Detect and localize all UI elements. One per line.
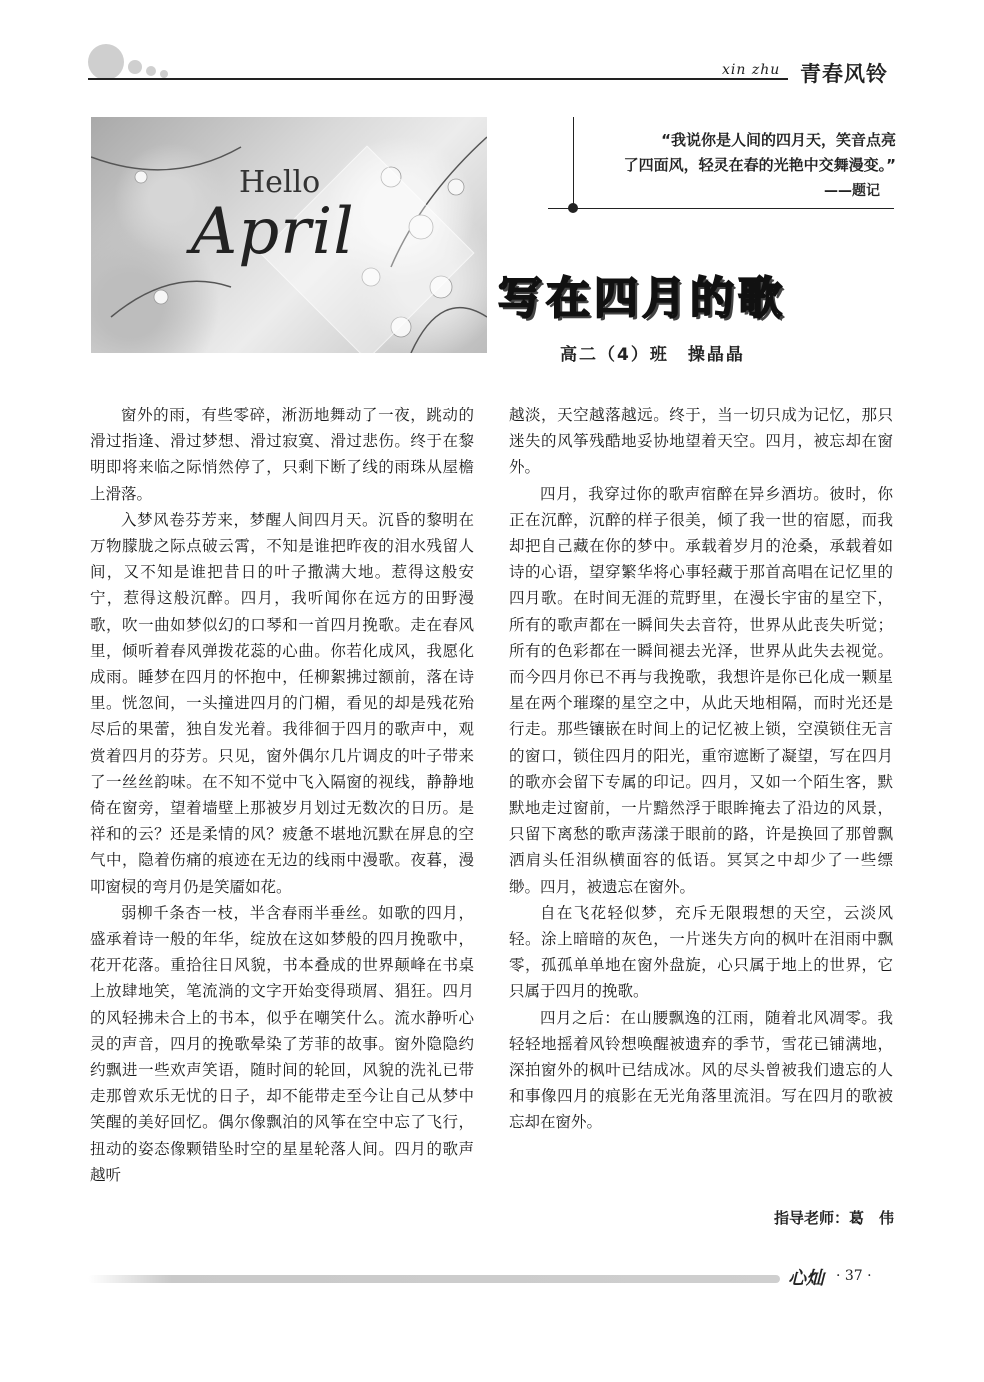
right-column <box>509 402 893 1136</box>
article-author: 高二（4）班 操晶晶 <box>560 345 745 365</box>
article-title: 写在四月的歌 <box>498 273 786 324</box>
header-rule <box>88 78 788 80</box>
epigraph-line-1: “我说你是人间的四月天，笑音点亮 <box>661 131 896 149</box>
hero-image <box>91 117 487 353</box>
paragraph: 四月之后：在山腰飘逸的江雨，随着北风凋零。我轻轻地摇着风铃想唤醒被遗弃的季节，雪花已铺满地，深拍窗外的枫叶已结成冰。风的尽头曾被我们遗忘的人和事像四月的痕影在无光角落里流泪。写在四月的歌被忘却在窗外。 <box>509 1008 893 1132</box>
paragraph: 越淡，天空越落越远。终于，当一切只成为记忆，那只迷失的风筝残酷地妥协地望着天空。四月，被忘却在窗外。 <box>509 406 893 477</box>
paragraph: 窗外的雨，有些零碎，淅沥地舞动了一夜，跳动的滑过指逢、滑过梦想、滑过寂寞、滑过悲伤。终于在黎明即将来临之际悄然停了，只剩下断了线的雨珠从屋檐上滑落。 <box>90 406 474 503</box>
footer-logo: 心灿 <box>788 1268 824 1289</box>
epigraph-line-2: 了四面风，轻灵在春的光艳中交舞漫变。” <box>623 156 896 174</box>
page-number: · 37 · <box>836 1268 872 1284</box>
paragraph: 四月，我穿过你的歌声宿醉在异乡酒坊。彼时，你正在沉醉，沉醉的样子很美，倾了我一世的宿愿，而我却把自己藏在你的梦中。承载着岁月的沧桑，承载着如诗的心语，望穿繁华将心事轻藏于那首高唱在记忆里的四月歌。在时间无涯的荒野里，在漫长宇宙的星空下，所有的歌声都在一瞬间失去音符，世界从此丧失听觉；所有的色彩都在一瞬间褪去光泽，世界从此失去视觉。而今四月你已不再与我挽歌，我想许是你已化成一颗星星在两个璀璨的星空之中，从此天地相隔，而时光还是行走。那些镶嵌在时间上的记忆被上锁，空漠锁住无言的窗口，锁住四月的阳光，重帘遮断了凝望，写在四月的歌亦会留下专属的印记。四月，又如一个陌生客，默默地走过窗前，一片黯然浮于眼眸掩去了沿边的风景，只留下离愁的歌声荡漾于眼前的路，许是换回了那曾飘洒肩头任泪纵横面容的低语。冥冥之中却少了一些缥缈。四月，被遗忘在窗外。 <box>509 484 893 896</box>
epigraph-corner-dot <box>568 203 578 213</box>
paragraph: 入梦风卷芬芳来，梦醒人间四月天。沉昏的黎明在万物朦胧之际点破云霄，不知是谁把昨夜的泪水残留人间，又不知是谁把昔日的叶子撒满大地。惹得这般安宁，惹得这般沉醉。四月，我听闻你在远方的田野漫歌，吹一曲如梦似幻的口琴和一首四月挽歌。走在春风里，倾听着春风弹拨花蕊的心曲。你若化成风，我愿化成雨。睡梦在四月的怀抱中，任柳絮拂过额前，落在诗里。恍忽间，一头撞进四月的门楣，看见的却是残花殆尽后的果蕾，独自发光着。我徘徊于四月的歌声中，观赏着四月的芬芳。只见，窗外偶尔几片调皮的叶子带来了一丝丝韵味。在不知不觉中飞入隔窗的视线，静静地倚在窗旁，望着墙壁上那被岁月划过无数次的日历。是祥和的云？还是柔情的风？疲惫不堪地沉默在屏息的空气中，隐着伤痛的痕迹在无边的线雨中漫歌。夜暮，漫叩窗棂的弯月仍是笑靥如花。 <box>90 510 474 896</box>
epigraph-vertical-rule <box>573 117 574 209</box>
header-pinyin: xin zhu <box>722 62 781 78</box>
paragraph: 自在飞花轻似梦，充斥无限瑕想的天空，云淡风轻。涂上暗暗的灰色，一片迷失方向的枫叶在泪雨中飘零，孤孤单单地在窗外盘旋，心只属于地上的世界，它只属于四月的挽歌。 <box>509 903 893 1001</box>
left-column <box>90 402 474 1188</box>
epigraph-horizontal-rule <box>548 208 894 209</box>
epigraph-source: ——题记 <box>824 183 880 199</box>
column-name: 青春风铃 <box>800 62 888 86</box>
advisor-credit: 指导老师：葛 伟 <box>773 1209 894 1227</box>
hero-april-text: April <box>191 195 355 269</box>
paragraph: 弱柳千条杏一枝，半含春雨半垂丝。如歌的四月，盛承着诗一般的年华，绽放在这如梦般的四月挽歌中，花开花落。重拾往日风貌，书本叠成的世界颠峰在书桌上放肆地笑，笔流淌的文字开始变得琐屑、猖狂。四月的风轻拂未合上的书本，似乎在嘲笑什么。流水静听心灵的声音，四月的挽歌晕染了芳菲的故事。窗外隐隐约约飘进一些欢声笑语，随时间的轮回，风貌的洗礼已带走那曾欢乐无忧的日子，却不能带走至今让自己从梦中笑醒的美好回忆。偶尔像飘泊的风筝在空中忘了飞行，扭动的姿态像颗错坠时空的星星轮落人间。四月的歌声越听 <box>90 903 474 1184</box>
epigraph-text <box>584 128 896 178</box>
footer-bar <box>88 1275 780 1283</box>
hero-hello-text: Hello <box>239 165 321 200</box>
